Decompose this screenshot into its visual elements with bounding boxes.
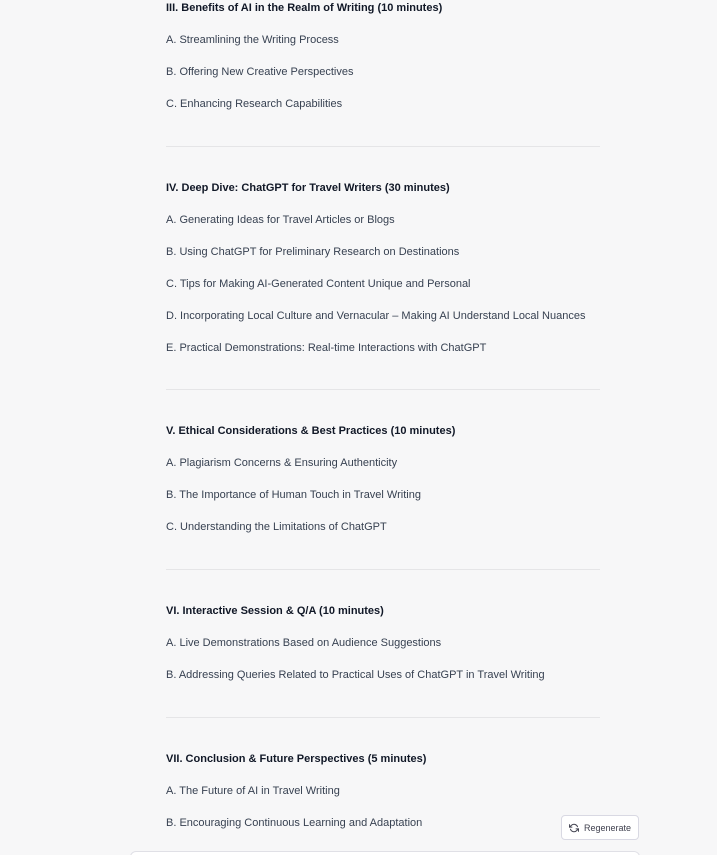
outline-item: C. Understanding the Limitations of ChatGPT bbox=[166, 521, 387, 533]
outline-item: D. Incorporating Local Culture and Vernacular – Making AI Understand Local Nuances bbox=[166, 310, 586, 322]
outline-item: A. Streamlining the Writing Process bbox=[166, 34, 339, 46]
refresh-icon bbox=[569, 823, 579, 833]
outline-section bbox=[166, 180, 585, 356]
outline-item: A. Live Demonstrations Based on Audience Suggestions bbox=[166, 637, 442, 649]
outline-item: E. Practical Demonstrations: Real-time Interactions with ChatGPT bbox=[166, 342, 487, 354]
section-heading: III. Benefits of AI in the Realm of Writing (10 minutes) bbox=[166, 2, 443, 14]
section-heading: V. Ethical Considerations & Best Practices (10 minutes) bbox=[166, 425, 456, 437]
outline-section bbox=[166, 603, 545, 683]
outline-section bbox=[166, 751, 426, 831]
outline-item: B. Using ChatGPT for Preliminary Research on Destinations bbox=[166, 246, 460, 258]
section-divider bbox=[166, 146, 600, 147]
outline-item: C. Tips for Making AI-Generated Content Unique and Personal bbox=[166, 278, 471, 290]
section-heading: VI. Interactive Session & Q/A (10 minutes) bbox=[166, 605, 384, 617]
section-heading: VII. Conclusion & Future Perspectives (5 minutes) bbox=[166, 753, 427, 765]
outline-item: A. Plagiarism Concerns & Ensuring Authenticity bbox=[166, 457, 398, 469]
outline-item: B. The Importance of Human Touch in Travel Writing bbox=[166, 489, 421, 501]
outline-item: B. Addressing Queries Related to Practical Uses of ChatGPT in Travel Writing bbox=[166, 669, 545, 681]
outline-item: C. Enhancing Research Capabilities bbox=[166, 98, 343, 110]
section-divider bbox=[166, 569, 600, 570]
section-divider bbox=[166, 389, 600, 390]
section-heading: IV. Deep Dive: ChatGPT for Travel Writers (30 minutes) bbox=[166, 182, 450, 194]
outline-item: B. Encouraging Continuous Learning and Adaptation bbox=[166, 817, 423, 829]
outline-section bbox=[166, 0, 442, 112]
regenerate-button[interactable] bbox=[561, 815, 639, 840]
regenerate-label: Regenerate bbox=[583, 822, 632, 833]
outline-item: A. The Future of AI in Travel Writing bbox=[166, 785, 340, 797]
message-input-box[interactable] bbox=[130, 851, 640, 855]
outline-item: B. Offering New Creative Perspectives bbox=[166, 66, 354, 78]
outline-section bbox=[166, 423, 455, 535]
outline-item: A. Generating Ideas for Travel Articles or Blogs bbox=[166, 214, 395, 226]
section-divider bbox=[166, 717, 600, 718]
